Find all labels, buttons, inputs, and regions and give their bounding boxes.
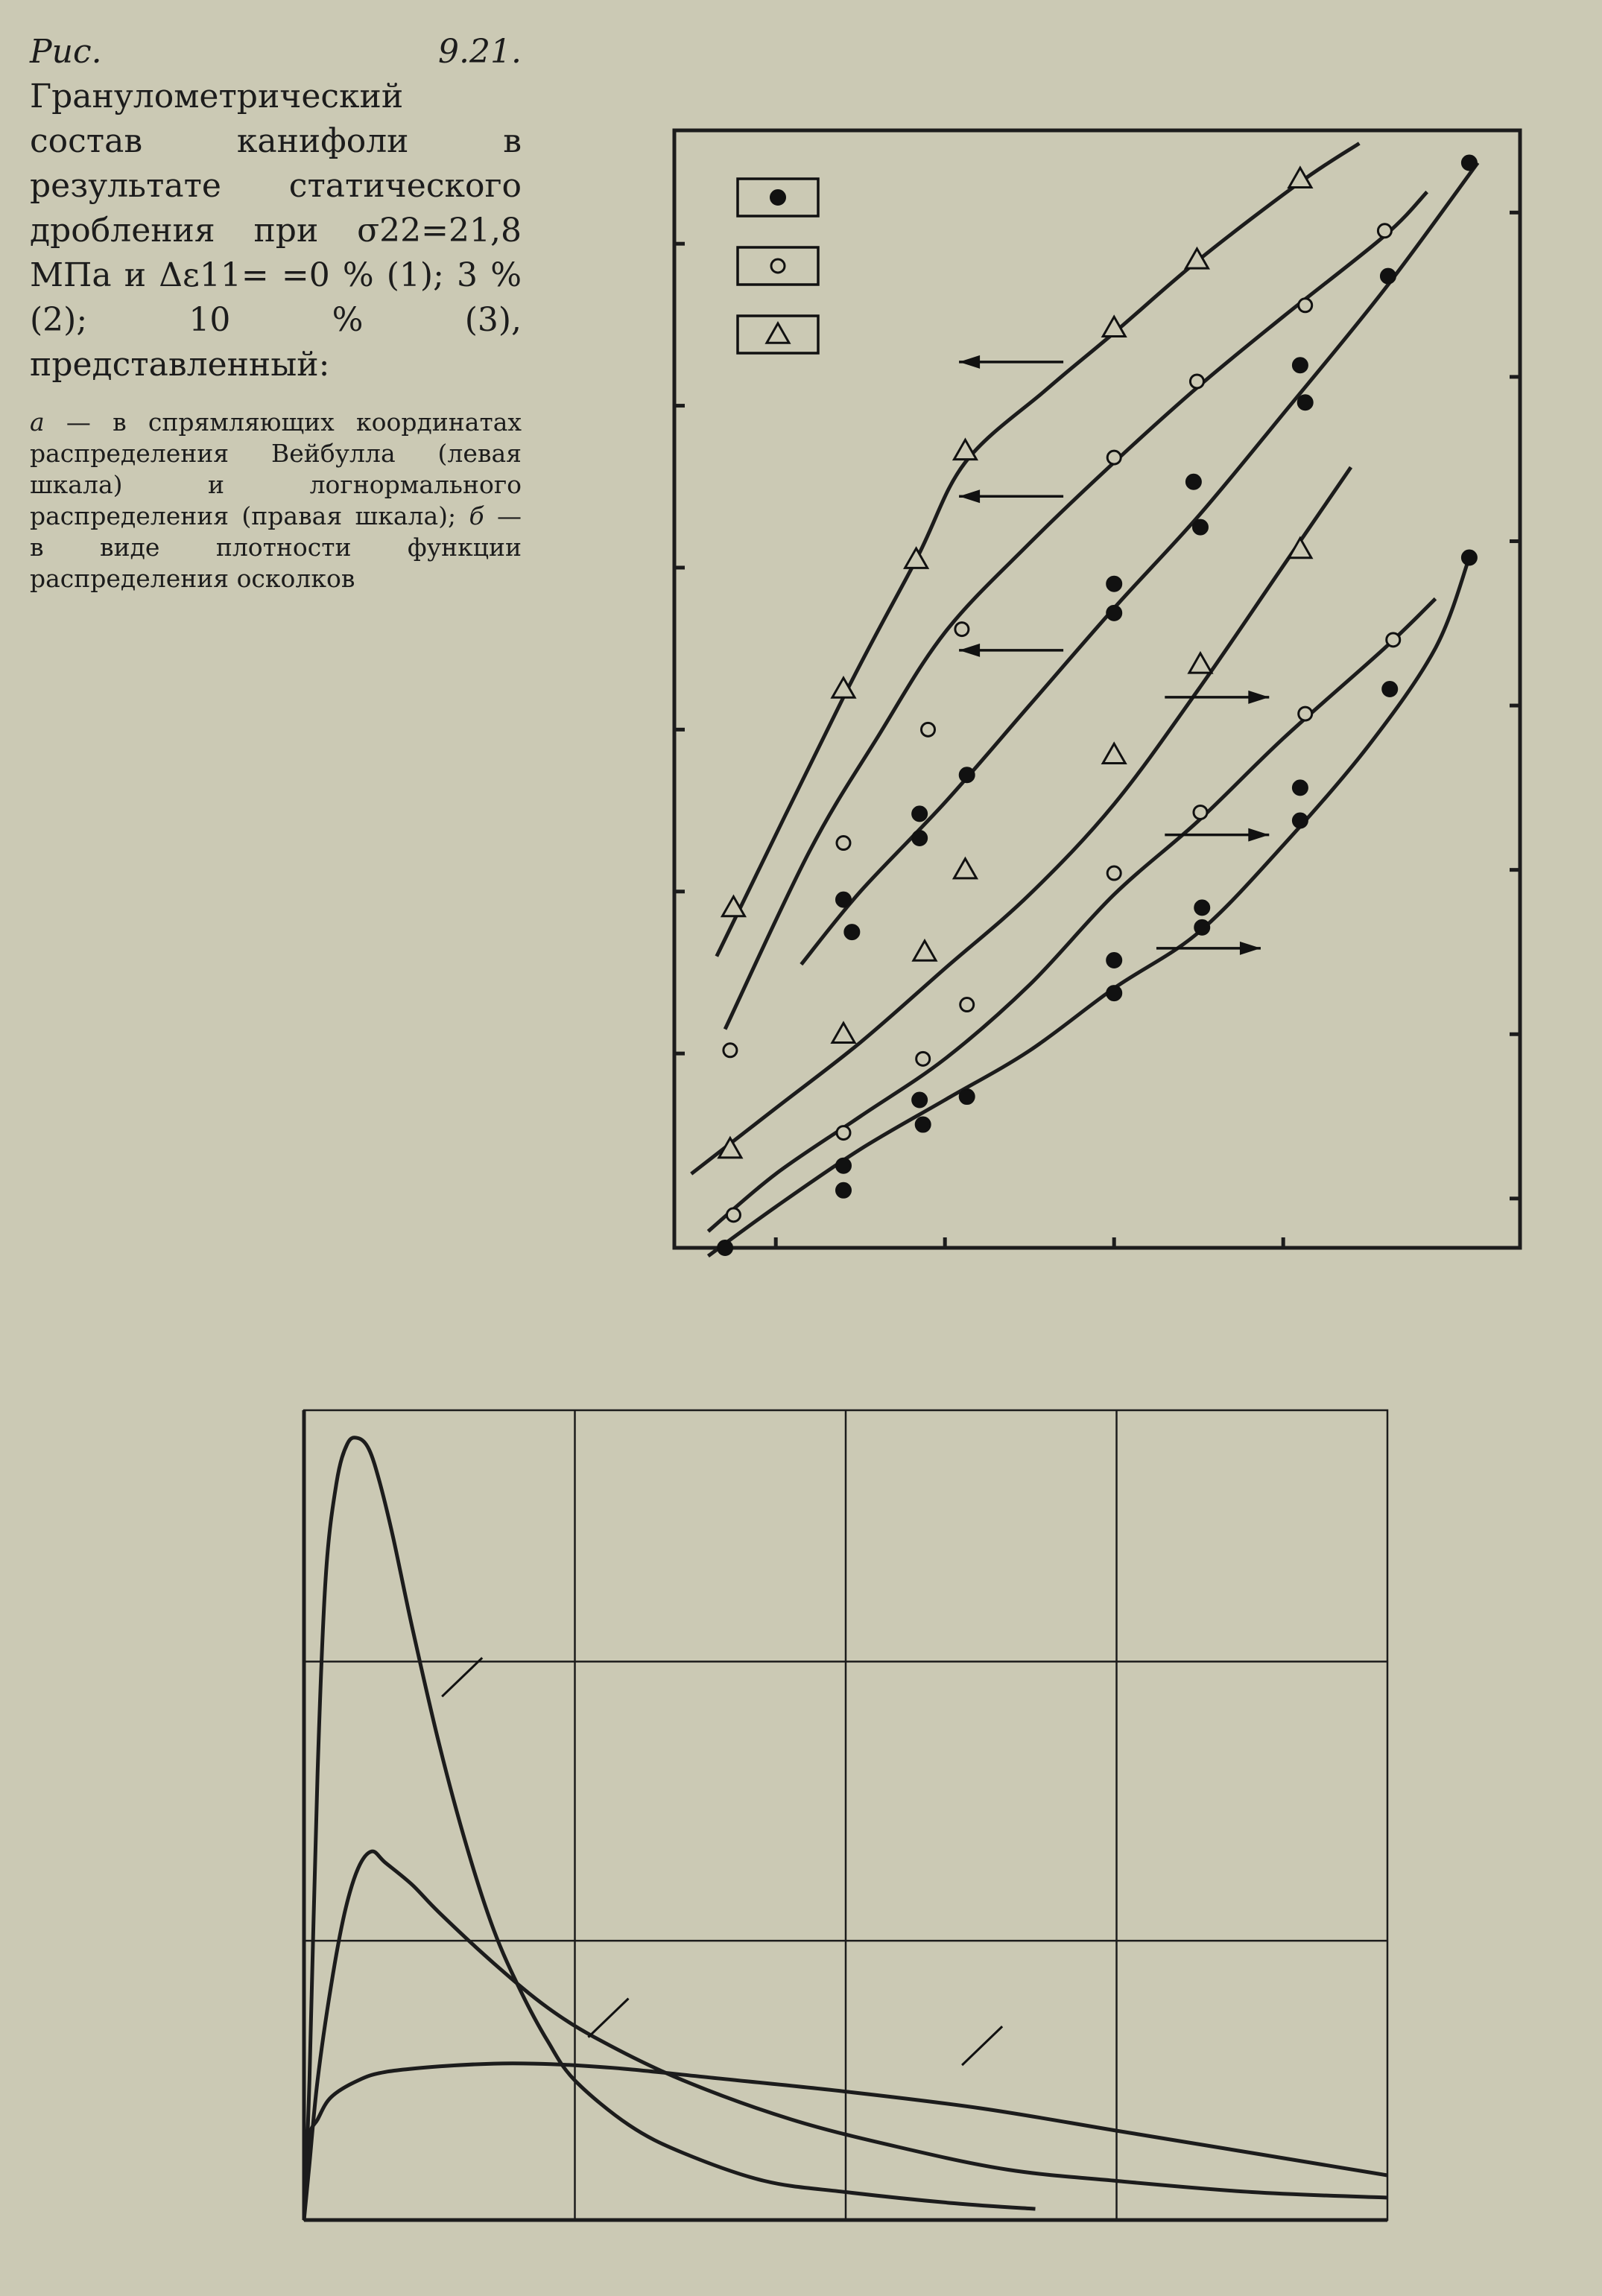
legend-a-letter: а	[30, 407, 45, 437]
legend-a-text: — в спрямляющих координатах распределения Вейбулла (левая шкала) и логнормального распределения (правая шкала);	[30, 407, 522, 530]
chart-b-leader-line	[588, 1999, 628, 2037]
chart-b-curve-label-2	[588, 1999, 628, 2037]
chart-b-leader-line	[962, 2026, 1002, 2065]
legend-b-letter: б	[469, 501, 484, 530]
chart-b-leader-line	[442, 1658, 482, 1696]
chart-b-curve-label-3	[442, 1658, 482, 1696]
legend-b-text: — в виде плотности функции распределения осколков	[30, 501, 522, 593]
chart-b-curve-label-1	[962, 2026, 1002, 2065]
caption-text: Гранулометрический состав канифоли в результате статического дробления при σ22=21,8 МПа и Δε11= =0 % (1); 3 % (2); 10 % (3), представленный:	[30, 77, 522, 384]
figure-label: Рис. 9.21.	[30, 33, 522, 71]
